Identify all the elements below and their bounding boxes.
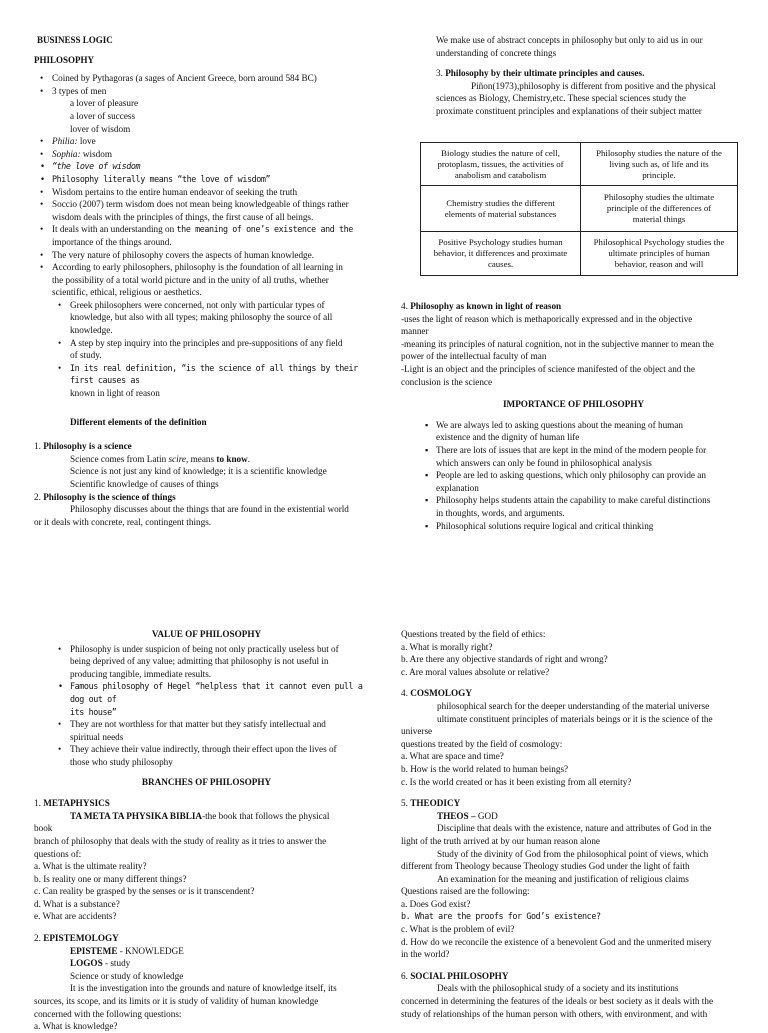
line: It is the investigation into the grounds and nature of knowledge itself, its <box>70 983 337 994</box>
text: Science comes from Latin <box>70 453 169 464</box>
handwritten-text: the meaning of one’s existence and the <box>176 224 353 235</box>
list-item <box>70 718 379 743</box>
table-cell <box>421 186 581 232</box>
line: • According to early philosophers, philosophy is the foundation of all learning in <box>52 262 343 273</box>
number: 4. <box>401 301 411 311</box>
list-item: • 3 types of men <box>52 85 379 98</box>
text: , means <box>186 453 217 464</box>
line: • They are not worthless for that matter but they satisfy intellectual and <box>70 719 326 730</box>
table-row <box>421 232 738 276</box>
importance-list <box>401 419 746 532</box>
line: the possibility of a total world picture and in the unity of all truths, whether <box>52 274 329 285</box>
line: explanation <box>436 482 479 493</box>
heading: SOCIAL PHILOSOPHY <box>410 970 509 981</box>
line: ultimate constituent principles of materials beings or it is the science of the <box>437 713 713 724</box>
right-top-column <box>401 34 741 118</box>
question: a. Does God exist? <box>401 898 471 909</box>
list-item <box>70 680 379 718</box>
line: -meaning its principles of natural cognition, not in the subjective manner to mean the <box>401 338 714 349</box>
definition: wisdom <box>80 148 112 159</box>
number: 6. <box>401 970 411 981</box>
line: ▪ Philosophy helps students attain the capability to make careful distinctions <box>436 495 711 506</box>
question: b. How is the world related to human beings? <box>401 763 569 774</box>
list-item <box>52 261 379 299</box>
line: its house” <box>70 706 117 717</box>
number: 3. <box>436 68 446 79</box>
line: Positive Psychology studies human <box>438 237 563 247</box>
line: Study of the divinity of God from the philosophical point of views, which <box>437 848 709 859</box>
line: sciences as Biology, Chemistry,etc. These special sciences study the <box>436 93 686 104</box>
heading: Philosophy is the science of things <box>43 491 176 502</box>
heading: Philosophy as known in light of reason <box>410 301 562 311</box>
list-item <box>70 337 379 362</box>
handwritten-line: • In its real definition, “is the science of all things by their first causes as <box>70 362 358 386</box>
social-philosophy-heading <box>401 970 746 983</box>
line: ▪ We are always led to asking questions about the meaning of human <box>436 419 684 430</box>
line: -uses the light of reason which is methaporically expressed and in the objective <box>401 313 693 324</box>
list-item <box>436 444 746 469</box>
list-item <box>70 643 379 681</box>
heading: Philosophy is a science <box>43 441 132 452</box>
question: c. Is the world created or has it been existing from all eternity? <box>401 776 632 787</box>
line: Philosophical Psychology studies the <box>593 237 725 247</box>
types-of-men <box>34 97 379 135</box>
section-4-heading <box>401 300 746 313</box>
list-item <box>52 198 379 223</box>
line: light of the truth arrived at by our human reason alone <box>401 835 601 846</box>
section-3-heading <box>401 67 741 80</box>
number: 4. <box>401 688 411 699</box>
line: producing tangible, immediate results. <box>70 668 212 679</box>
line: Science is not just any kind of knowledge; it is a scientific knowledge <box>70 466 327 477</box>
line: philosophical search for the deeper understanding of the material universe <box>437 700 710 711</box>
line: wisdom deals with the principles of things, the first cause of all beings. <box>52 211 314 222</box>
line: Chemistry studies the different <box>446 197 555 208</box>
question: c. Can reality be grasped by the senses or is it transcendent? <box>34 886 255 897</box>
line: concerned with the following questions: <box>34 1008 182 1019</box>
line: power of the intellectual faculty of man <box>401 351 547 362</box>
comparison-table <box>420 142 738 276</box>
number: 5. <box>401 798 411 809</box>
line: principle. <box>642 169 676 180</box>
list-item <box>52 135 379 148</box>
line: Discipline that deals with the existence, nature and attributes of God in the <box>437 823 712 834</box>
line: those who study philosophy <box>70 756 173 767</box>
line: Philosophy discusses about the things that are found in the existential world <box>70 504 349 515</box>
line: living such as, of life and its <box>609 158 709 169</box>
right-top-column-2 <box>401 300 746 532</box>
line: ▪ People are led to asking questions, which only philosophy can provide an <box>436 470 706 481</box>
list-item <box>436 469 746 494</box>
line: understanding of concrete things <box>436 47 557 58</box>
table-cell <box>421 143 581 186</box>
line: material things <box>632 214 686 224</box>
line: scientific, ethical, religious or aesthetics. <box>52 287 202 298</box>
theodicy-heading <box>401 797 746 810</box>
greek-term: TA META TA PHYSIKA BIBLIA <box>70 810 203 821</box>
heading: COSMOLOGY <box>410 688 472 699</box>
line <box>34 810 379 823</box>
element-2-heading <box>34 491 379 504</box>
section-heading-importance: IMPORTANCE OF PHILOSOPHY <box>502 399 645 410</box>
table-cell <box>581 186 738 232</box>
term: THEOS – <box>437 810 476 821</box>
question: b. What are the proofs for God’s existence? <box>401 911 601 922</box>
cosmology-heading <box>401 687 746 700</box>
number: 1. <box>34 798 44 809</box>
question: a. What are space and time? <box>401 751 504 762</box>
question: b. Is reality one or many different things? <box>34 873 187 884</box>
left-bottom-column <box>34 628 379 1033</box>
line <box>34 945 379 958</box>
text: -the book that follows the physical <box>202 810 330 821</box>
table-cell <box>421 232 581 276</box>
line: • Philosophy is under suspicion of being not only practically useless but of <box>70 643 339 654</box>
list-item: • The very nature of philosophy covers the aspects of human knowledge. <box>52 249 379 262</box>
text: GOD <box>475 810 498 821</box>
question: in the world? <box>401 949 450 960</box>
term: Philia: <box>52 136 78 147</box>
line: concerned in determining the features of the ideals or best society as it deals with the <box>401 996 714 1007</box>
list-item <box>436 494 746 519</box>
list-item <box>70 743 379 768</box>
line: of study. <box>70 350 102 361</box>
question: b. Are there any objective standards of right and wrong? <box>401 654 608 665</box>
list-item <box>52 148 379 161</box>
line: • Greek philosophers were concerned, not only with particular types of <box>70 299 325 310</box>
line: knowledge. <box>70 325 113 336</box>
line: Piñon(1973),philosophy is different from positive and the physical <box>471 80 716 91</box>
line: Philosophy studies the nature of the <box>596 147 722 158</box>
line: • Famous philosophy of Hegel “helpless that it cannot even pull a dog out of <box>70 681 363 704</box>
line: We make use of abstract concepts in philosophy but only to aid us in our <box>436 35 703 45</box>
table-row <box>421 186 738 232</box>
list-item <box>436 520 746 533</box>
section-heading-branches: BRANCHES OF PHILOSOPHY <box>141 776 272 787</box>
line: ▪ Philosophical solutions require logical and critical thinking <box>436 520 654 531</box>
line: knowledge, but also with all types; making philosophy the source of all <box>70 312 333 323</box>
term: LOGOS <box>70 958 103 969</box>
list-item <box>70 299 379 337</box>
line: spiritual needs <box>70 731 124 742</box>
emphasis: to know <box>216 453 248 464</box>
question: c. What is the problem of evil? <box>401 924 515 935</box>
type-item: a lover of pleasure <box>70 98 139 109</box>
document-title: BUSINESS LOGIC <box>37 35 113 45</box>
philosophy-bullets-2 <box>34 135 379 299</box>
line: ultimate principles of human <box>608 248 710 258</box>
question: c. Are moral values absolute or relative? <box>401 666 550 677</box>
heading: Philosophy by their ultimate principles and causes. <box>445 68 645 79</box>
table-row <box>421 143 738 186</box>
line: Biology studies the nature of cell, <box>441 147 560 158</box>
list-item <box>436 419 746 444</box>
value-list <box>34 643 379 769</box>
line: Science or study of knowledge <box>70 970 184 981</box>
line <box>52 223 379 236</box>
text: - study <box>102 958 131 969</box>
line: or it deals with concrete, real, contingent things. <box>34 516 212 527</box>
heading: EPISTEMOLOGY <box>43 933 119 944</box>
text: - KNOWLEDGE <box>117 945 184 956</box>
philosophy-sub-bullets <box>34 299 379 400</box>
question: d. What is a substance? <box>34 898 120 909</box>
metaphysics-heading <box>34 797 379 810</box>
line: in thoughts, words, and arguments. <box>436 507 565 518</box>
line: book <box>34 823 53 834</box>
line: • They achieve their value indirectly, through their effect upon the lives of <box>70 744 337 755</box>
line: branch of philosophy that deals with the study of reality as it tries to answer the <box>34 835 327 846</box>
number: 1. <box>34 441 44 452</box>
number: 2. <box>34 491 44 502</box>
line: Philosophy studies the ultimate <box>603 192 715 202</box>
heading: METAPHYSICS <box>43 798 110 809</box>
line: • A step by step inquiry into the principles and pre-suppositions of any field <box>70 337 343 348</box>
line: elements of material substances <box>444 208 557 219</box>
question: d. How do we reconcile the existence of a benevolent God and the unmerited misery <box>401 936 712 947</box>
line: universe <box>401 726 433 737</box>
line: study of relationships of the human person with others, with environment, and with <box>401 1008 708 1019</box>
question: a. What is the ultimate reality? <box>34 861 147 872</box>
line: importance of the things around. <box>52 236 172 247</box>
latin-term: scire <box>168 453 187 464</box>
number: 2. <box>34 933 44 944</box>
line: An examination for the meaning and justification of religious claims <box>437 873 689 884</box>
list-item: • Philosophy literally means “the love of wisdom” <box>52 173 379 186</box>
line: manner <box>401 326 429 337</box>
line <box>401 810 746 823</box>
question: a. What is knowledge? <box>34 1021 118 1032</box>
line: questions of: <box>34 848 82 859</box>
definition: love <box>77 136 96 147</box>
philosophy-bullets <box>34 72 379 97</box>
line: being deprived of any value; admitting that philosophy is not useful in <box>70 656 329 667</box>
line: known in light of reason <box>70 388 160 399</box>
line: ▪ There are lots of issues that are kept in the mind of the modern people for <box>436 444 707 455</box>
line: sources, its scope, and its limits or it is study of validity of human knowledge <box>34 996 319 1007</box>
line: questions treated by the field of cosmology: <box>401 738 563 749</box>
line: which answers can only be found in philosophical analysis <box>436 457 652 468</box>
text: It deals with an understanding on <box>52 224 177 235</box>
line: behavior, it differences and proximate <box>433 248 568 258</box>
list-item: • Coined by Pythagoras (a sages of Ancient Greece, born around 584 BC) <box>52 72 379 85</box>
table-cell <box>581 232 738 276</box>
line: Deals with the philosophical study of a society and its institutions <box>437 983 679 994</box>
list-item: • Wisdom pertains to the entire human endeavor of seeking the truth <box>52 186 379 199</box>
line: Scientific knowledge of causes of things <box>70 479 219 489</box>
table-cell <box>581 143 738 186</box>
section-heading-value: VALUE OF PHILOSOPHY <box>151 629 262 639</box>
text: . <box>247 453 251 464</box>
line: protoplasm, tissues, the activities of <box>437 158 564 169</box>
line: Questions raised are the following: <box>401 886 530 897</box>
line: existence and the dignity of human life <box>436 432 580 443</box>
right-bottom-column <box>401 628 746 1020</box>
type-item: a lover of success <box>70 110 136 121</box>
line: -Light is an object and the principles of science manifested of the object and the <box>401 363 695 374</box>
list-item: • “the love of wisdom <box>52 160 379 173</box>
line: • Soccio (2007) term wisdom does not mean being knowledgeable of things rather <box>52 199 349 210</box>
line <box>34 453 379 466</box>
element-1-heading <box>34 440 379 453</box>
section-heading-elements: Different elements of the definition <box>70 416 207 427</box>
line: anabolism and catabolism <box>454 169 547 180</box>
line: principle of the differences of <box>606 203 712 213</box>
term: Sophia: <box>52 148 81 159</box>
list-item <box>70 362 379 400</box>
question: e. What are accidents? <box>34 911 117 922</box>
line: Questions treated by the field of ethics: <box>401 629 546 639</box>
line: different from Theology because Theology studies God under the light of faith <box>401 861 690 872</box>
line: conclusion is the science <box>401 376 493 387</box>
term: EPISTEME <box>70 945 118 956</box>
section-heading-philosophy: PHILOSOPHY <box>34 54 95 65</box>
line: behavior, reason and will <box>614 259 704 269</box>
line: causes. <box>487 259 514 269</box>
left-top-column <box>34 34 379 528</box>
heading: THEODICY <box>410 798 461 809</box>
list-item <box>52 223 379 248</box>
line <box>34 957 379 970</box>
epistemology-heading <box>34 932 379 945</box>
question: a. What is morally right? <box>401 641 493 652</box>
type-item: lover of wisdom <box>70 123 131 134</box>
line: proximate constituent principles and explanations of their subject matter <box>436 105 702 116</box>
